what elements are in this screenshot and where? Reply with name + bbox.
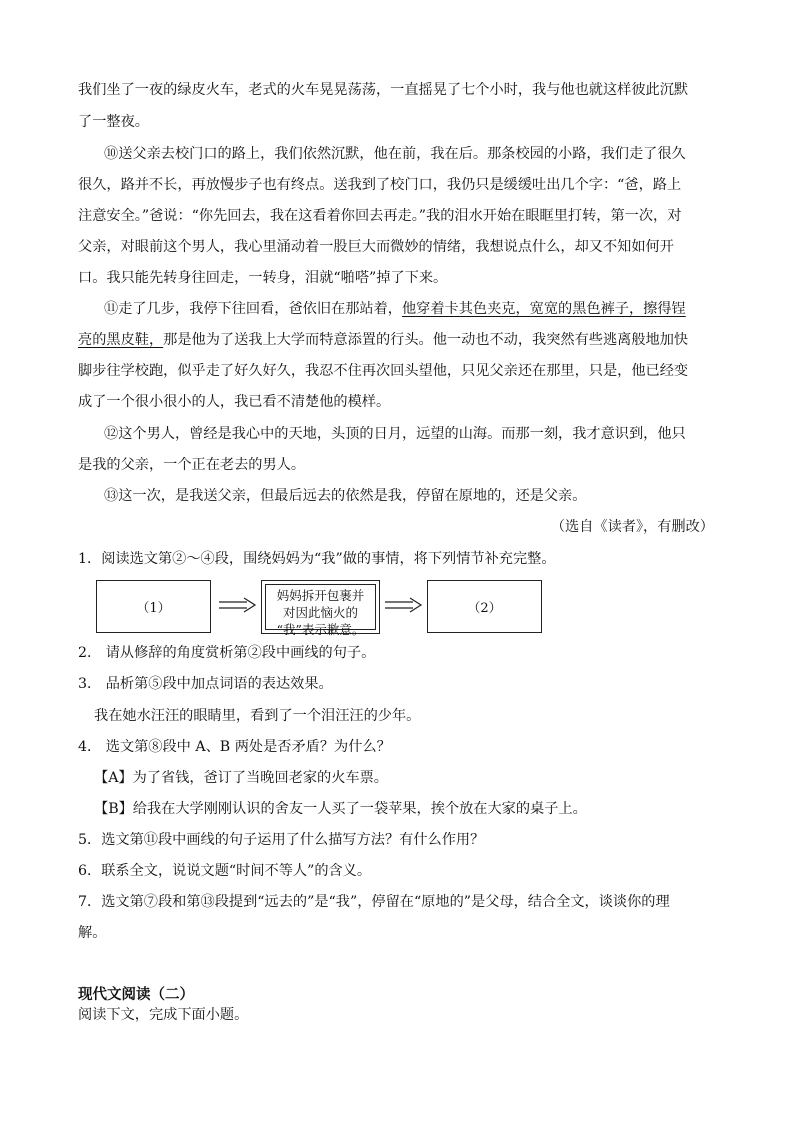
paragraph-11-line: 成了一个很小很小的人，我已看不清楚他的模样。: [78, 394, 391, 410]
flow-middle-line: 妈妈拆开包裹并: [276, 588, 365, 603]
question-4: 4． 选文第⑧段中 A、B 两处是否矛盾？为什么？: [78, 739, 391, 755]
paragraph-10-line: 很久，路并不长，再放慢步子也有终点。送我到了校门口，我仍只是缓缓吐出几个字：“爸，路上: [78, 177, 682, 193]
passage-line: 了一整夜。: [78, 114, 149, 130]
question-2: 2． 请从修辞的角度赏析第②段中画线的句子。: [78, 645, 376, 661]
paragraph-10-line: ⑩送父亲去校门口的路上，我们依然沉默，他在前，我在后。那条校园的小路，我们走了很久: [104, 146, 686, 162]
question-4-option-a: 【A】为了省钱，爸订了当晚回老家的火车票。: [94, 770, 388, 786]
flow-blank-box-2: [427, 580, 542, 633]
paragraph-10-line: 口。我只能先转身往回走，一转身，泪就“啪嗒”掉了下来。: [78, 270, 448, 286]
paragraph-11-line: [104, 299, 686, 319]
paragraph-11-line: 脚步往学校跑，似乎走了好久好久，我忍不住再次回头望他，只见父亲还在那里，只是，他已经变: [78, 363, 689, 379]
question-6: 6．联系全文，说说文题“时间不等人”的含义。: [78, 863, 372, 879]
paragraph-11-text: ⑪走了几步，我停下往回看，爸依旧在那站着，: [104, 301, 402, 317]
flow-middle-box-inner: [265, 584, 376, 637]
flow-blank-label-2: （2）: [467, 601, 502, 616]
right-arrow-icon: [385, 597, 423, 613]
flow-blank-label-1: （1）: [136, 601, 171, 616]
paragraph-12-line: ⑫这个男人，曾经是我心中的天地，头顶的日月，远望的山海。而那一刻，我才意识到，他只: [104, 426, 686, 442]
question-7: 7．选文第⑦段和第⑬段提到“远去的”是“我”，停留在“原地的”是父母，结合全文，谈谈你的理: [78, 894, 670, 910]
underlined-sentence: 亮的黑皮鞋，: [78, 332, 164, 348]
paragraph-11-line: [78, 330, 688, 350]
flow-middle-line: “我”表示歉意。: [276, 622, 365, 637]
underlined-sentence: 他穿着卡其色夹克，宽宽的黑色裤子，擦得锃: [401, 301, 686, 317]
section-title: 现代文阅读（二）: [78, 987, 194, 1003]
question-7-continued: 解。: [78, 925, 107, 941]
question-3-quote: 我在她水汪汪的眼睛里，看到了一个泪汪汪的少年。: [94, 708, 421, 724]
question-3: 3． 品析第⑤段中加点词语的表达效果。: [78, 676, 333, 692]
paragraph-13-line: ⑬这一次，是我送父亲，但最后远去的依然是我，停留在原地的，还是父亲。: [104, 488, 587, 504]
flow-middle-box: [261, 580, 380, 637]
source-citation: （选自《读者》，有删改）: [550, 519, 714, 535]
flow-middle-line: 对因此恼火的: [282, 605, 358, 620]
paragraph-10-line: 父亲，对眼前这个男人，我心里涌动着一股巨大而微妙的情绪，我想说点什么，却又不知如何开: [78, 239, 674, 255]
right-arrow-icon: [219, 597, 257, 613]
question-1: 1．阅读选文第②～④段，围绕妈妈为“我”做的事情，将下列情节补充完整。: [78, 551, 556, 567]
paragraph-11-text: 那是他为了送我上大学而特意添置的行头。他一动也不动，我突然有些逃离般地加快: [163, 332, 689, 348]
paragraph-10-line: 注意安全。”爸说：“你先回去，我在这看着你回去再走。”我的泪水开始在眼眶里打转，第一次，对: [78, 208, 682, 224]
passage-line: 我们坐了一夜的绿皮火车，老式的火车晃晃荡荡，一直摇晃了七个小时，我与他也就这样彼此沉默: [78, 82, 689, 98]
question-5: 5．选文第⑪段中画线的句子运用了什么描写方法？有什么作用？: [78, 832, 485, 848]
question-4-option-b: 【B】给我在大学刚刚认识的舍友一人买了一袋苹果，挨个放在大家的桌子上。: [94, 801, 587, 817]
paragraph-12-line: 是我的父亲，一个正在老去的男人。: [78, 457, 306, 473]
flow-blank-box-1: [96, 580, 211, 633]
section-instruction: 阅读下文，完成下面小题。: [78, 1007, 249, 1023]
